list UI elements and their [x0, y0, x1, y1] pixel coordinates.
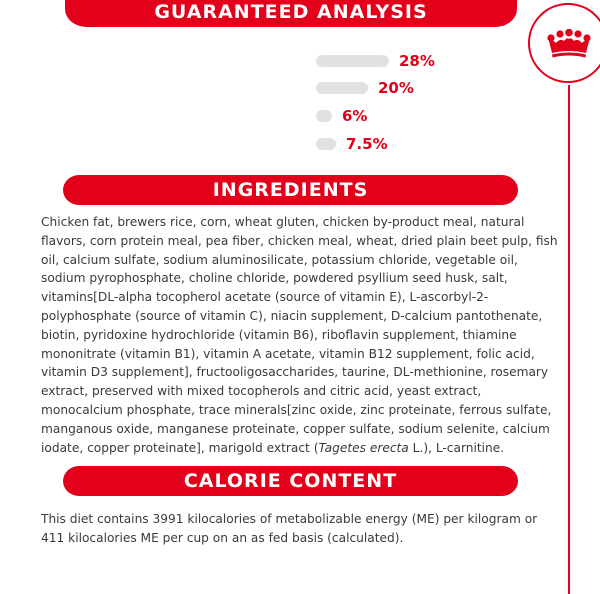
analysis-bar	[316, 82, 368, 94]
calorie-content-text: This diet contains 3991 kilocalories of metabolizable energy (ME) per kilogram or 411 kilocalories ME per cup on an as fed basis (calculated).	[41, 512, 538, 545]
brand-divider-line	[568, 85, 570, 594]
analysis-bar	[316, 55, 389, 67]
analysis-value: 6%	[342, 107, 368, 125]
ingredients-text	[41, 213, 561, 457]
ingredients-text-latin: Tagetes erecta	[318, 440, 409, 455]
brand-emblem	[528, 3, 600, 83]
guaranteed-analysis-banner: GUARANTEED ANALYSIS	[65, 0, 517, 27]
ingredients-text-end: L.), L-carnitine.	[408, 440, 505, 455]
ingredients-banner: INGREDIENTS	[63, 175, 518, 205]
analysis-value: 28%	[399, 52, 435, 70]
analysis-bar	[316, 138, 336, 150]
analysis-value: 20%	[378, 79, 414, 97]
analysis-value: 7.5%	[346, 135, 388, 153]
crown-icon	[545, 29, 593, 59]
calorie-content-banner: CALORIE CONTENT	[63, 466, 518, 496]
ingredients-text-main: Chicken fat, brewers rice, corn, wheat gluten, chicken by-product meal, natural flavors, corn protein meal, pea fiber, chicken meal, wheat, dried plain beet pulp, fish oil, calcium sulfate, sodium aluminosilicate, potassium chloride, vegetable oil, sodium pyrophosphate, choline chloride, powdered psyllium seed husk, salt, vitamins[DL-alpha tocopherol acetate (source of vitamin E), L-ascorbyl-2-polyphosphate (source of vitamin C), niacin supplement, D-calcium pantothenate, biotin, pyridoxine hydrochloride (vitamin B6), riboflavin supplement, thiamine mononitrate (vitamin B1), vitamin A acetate, vitamin B12 supplement, folic acid, vitamin D3 supplement], fructooligosaccharides, taurine, DL-methionine, rosemary extract, preserved with mixed tocopherols and citric acid, yeast extract, monocalcium phosphate, trace minerals[zinc oxide, zinc proteinate, ferrous sulfate, manganous oxide, manganese proteinate, copper sulfate, sodium selenite, calcium iodate, copper proteinate], marigold extract (	[41, 215, 558, 455]
analysis-bar	[316, 110, 332, 122]
